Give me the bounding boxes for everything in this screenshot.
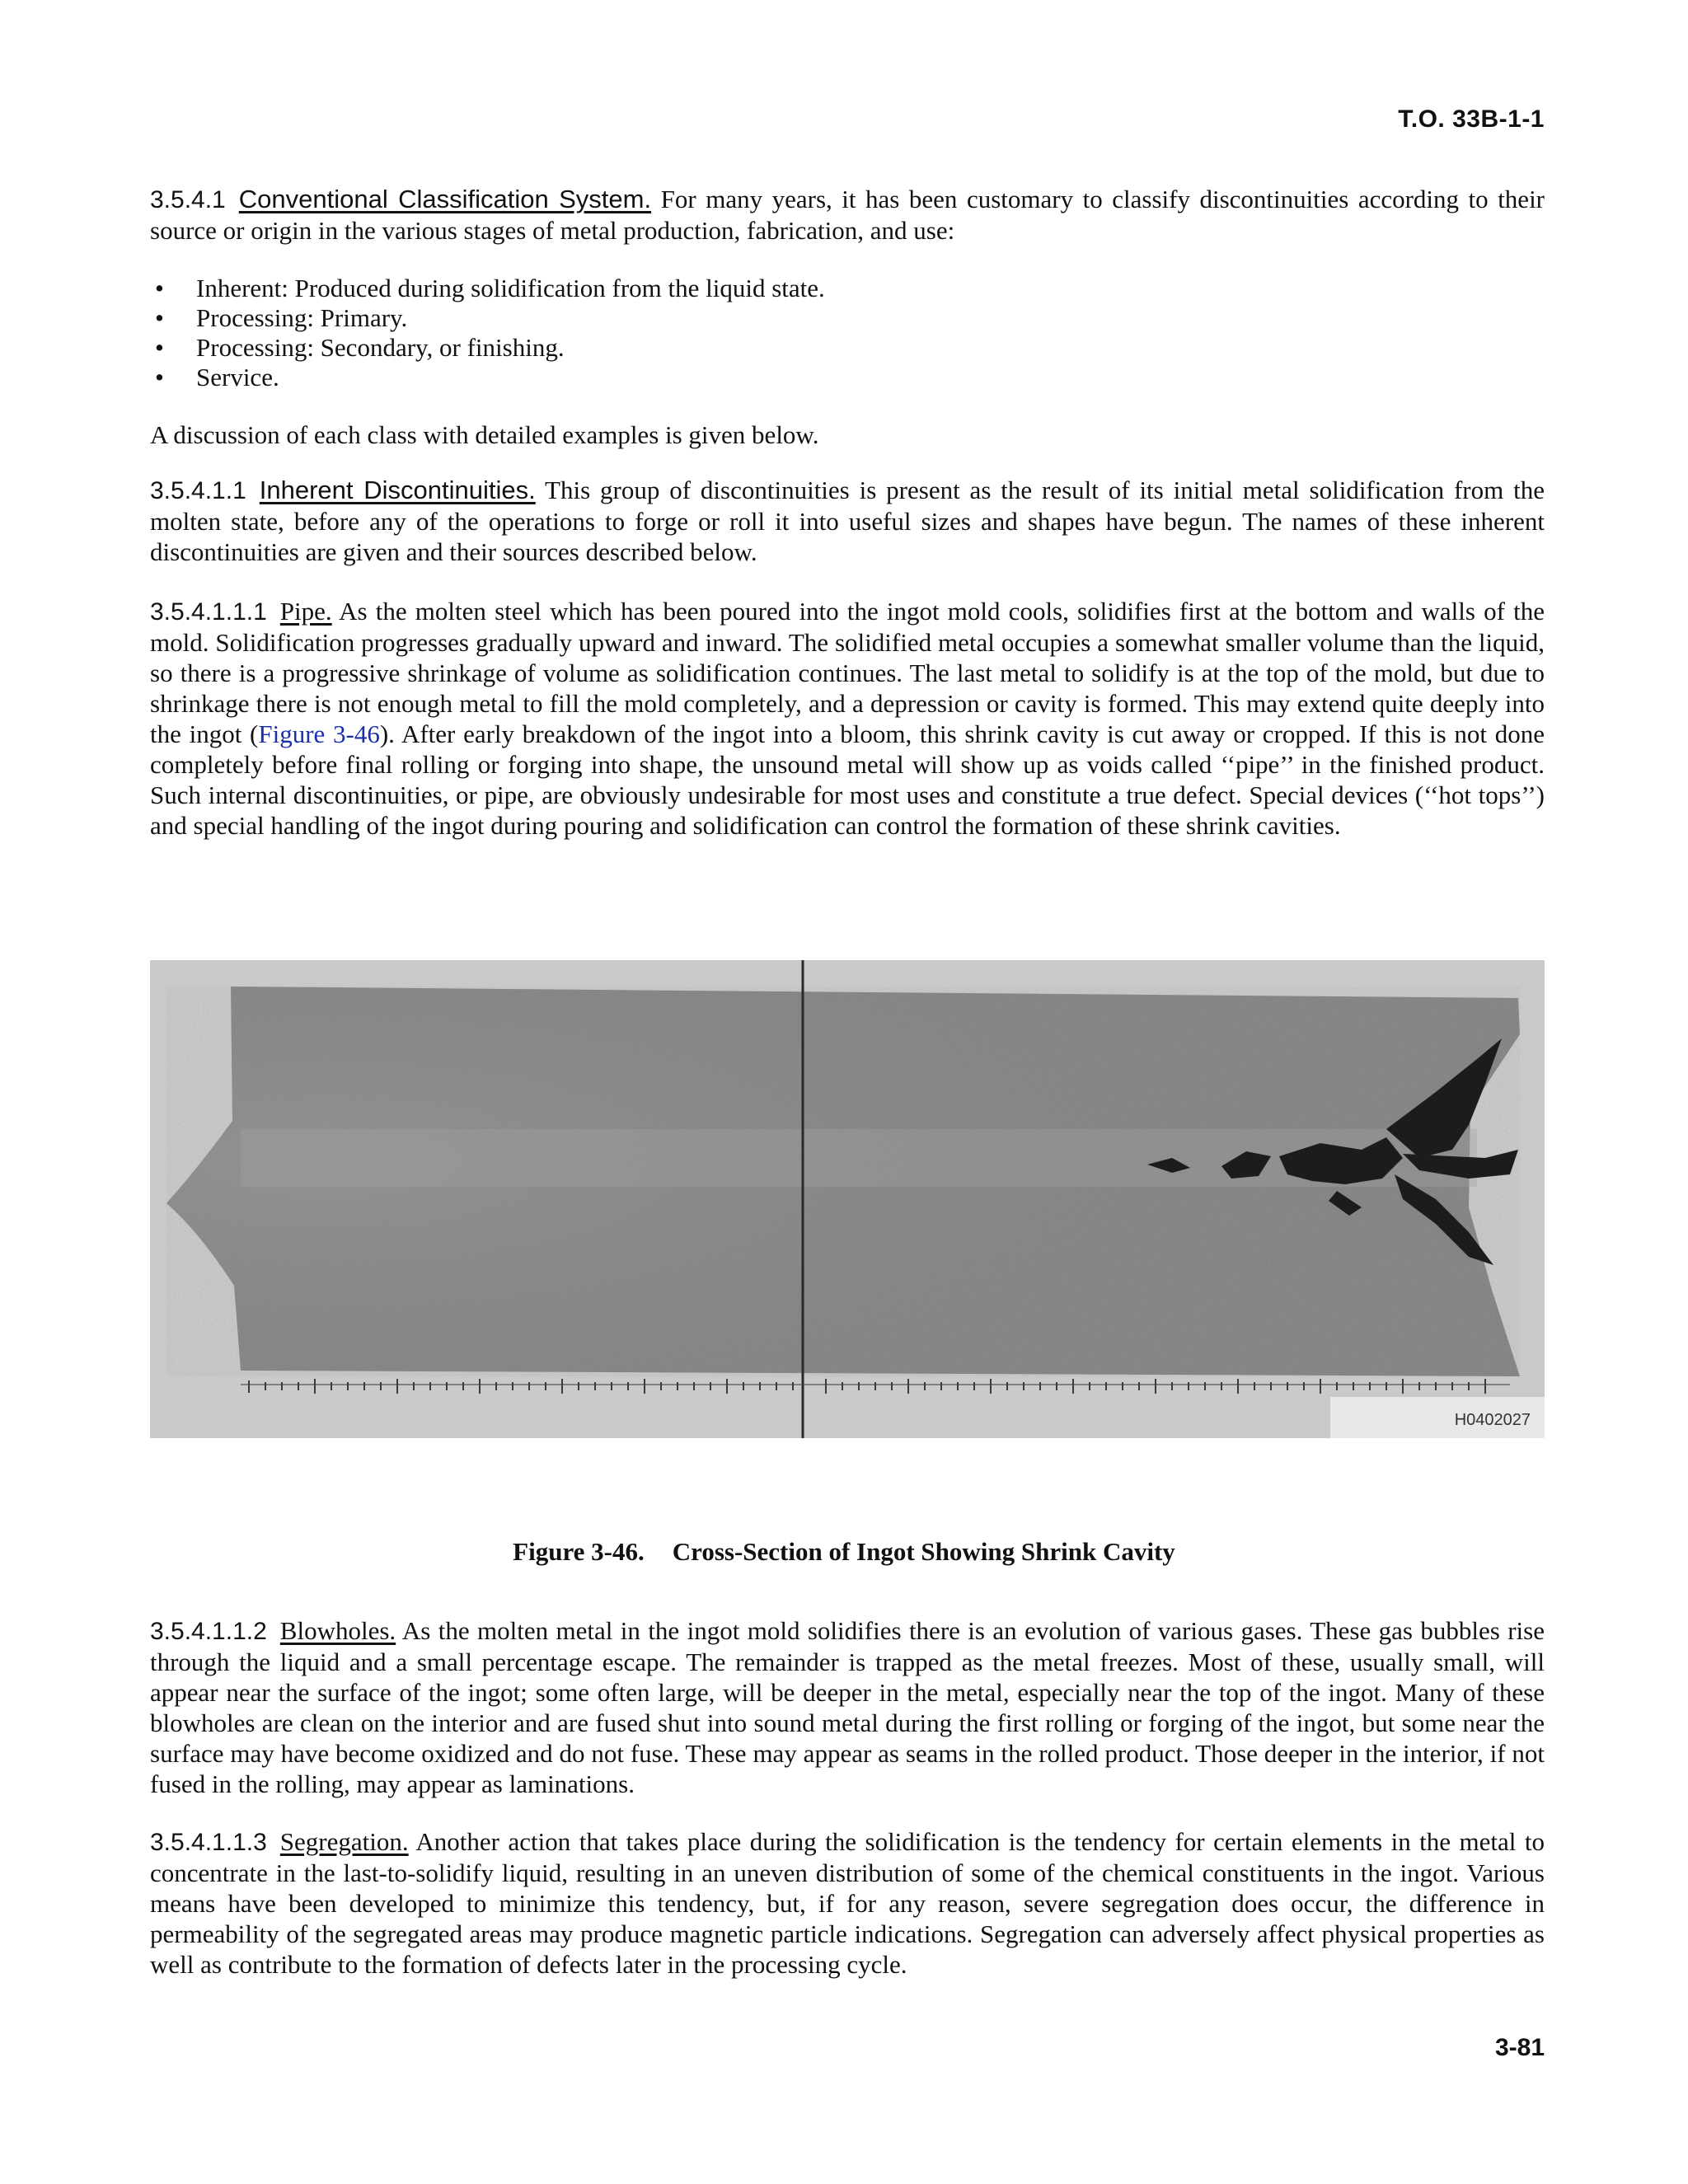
- section-text: This group of discontinuities is present as the result of its initial metal solidification from the molten state, before any of the operations to forge or roll it into useful sizes and shapes have begun. The names of these inherent discontinuities are given and their sources described below.: [150, 476, 1545, 566]
- section-blowholes: [150, 1615, 1545, 1799]
- ingot-cross-section-photo: [150, 960, 1545, 1438]
- section-number: 3.5.4.1: [150, 186, 226, 213]
- section-number: 3.5.4.1.1.1: [150, 598, 267, 626]
- section-title: Pipe.: [279, 597, 332, 626]
- section-number: 3.5.4.1.1.3: [150, 1829, 267, 1856]
- section-text-continued: ). After early breakdown of the ingot into a bloom, this shrink cavity is cut away or cropped. If this is not done completely before final rolling or forging into shape, the unsound metal will show up as voids called ‘‘pipe’’ in the finished product. Such internal discontinuities, or pipe, are obviously undesirable for most uses and constitute a true defect. Special devices (‘‘hot tops’’) and special handling of the ingot during pouring and solidification can control the formation of these shrink cavities.: [150, 719, 1545, 840]
- bullet-glyph: •: [155, 333, 164, 362]
- section-text: Another action that takes place during the solidification is the tendency for certain elements in the metal to concentrate in the last-to-solidify liquid, resulting in an uneven distribution of some of the chemical constituents in the ingot. Various means have been developed to minimize this tendency, but, if for any reason, severe segregation does occur, the difference in permeability of the segregated areas may produce magnetic particle indications. Segregation can adversely affect physical properties as well as contribute to the formation of defects later in the processing cycle.: [150, 1827, 1545, 1979]
- section-title: Conventional Classification System.: [238, 185, 652, 213]
- bullet-glyph: •: [155, 274, 164, 302]
- bullet-glyph: •: [155, 303, 164, 332]
- discussion-paragraph: A discussion of each class with detailed examples is given below.: [150, 420, 819, 449]
- section-title: Inherent Discontinuities.: [259, 476, 536, 504]
- list-item: • Processing: Secondary, or finishing.: [155, 333, 565, 362]
- section-pipe: [150, 596, 1545, 841]
- list-item: • Service.: [155, 363, 279, 391]
- figure-title: Cross-Section of Ingot Showing Shrink Cavity: [672, 1537, 1175, 1566]
- classification-list: [150, 274, 1545, 392]
- list-item: • Processing: Primary.: [155, 303, 408, 332]
- list-item: • Inherent: Produced during solidification from the liquid state.: [155, 274, 825, 302]
- section-number: 3.5.4.1.1.2: [150, 1618, 267, 1645]
- bullet-glyph: •: [155, 363, 164, 391]
- page-number: 3-81: [1494, 2034, 1545, 2061]
- section-title: Segregation.: [279, 1827, 409, 1856]
- figure-3-46-link[interactable]: Figure 3-46: [258, 719, 380, 748]
- image-code: H0402027: [1454, 1411, 1531, 1429]
- section-conventional-classification: [150, 184, 1545, 246]
- figure-caption: [0, 1537, 1688, 1567]
- section-number: 3.5.4.1.1: [150, 477, 246, 504]
- document-id: T.O. 33B-1-1: [1398, 105, 1545, 133]
- section-text: For many years, it has been customary to classify discontinuities according to their source or origin in the various stages of metal production, fabrication, and use:: [150, 185, 1545, 245]
- section-title: Blowholes.: [279, 1616, 396, 1645]
- section-segregation: [150, 1826, 1545, 1980]
- figure-label: Figure 3-46.: [513, 1537, 645, 1566]
- section-inherent-discontinuities: [150, 475, 1545, 567]
- section-text: As the molten steel which has been poured into the ingot mold cools, solidifies first at the bottom and walls of the mold. Solidification progresses gradually upward and inward. The solidified metal occupies a somewhat smaller volume than the liquid, so there is a progressive shrinkage of volume as solidification continues. The last metal to solidify is at the top of the mold, but due to shrinkage there is not enough metal to fill the mold completely, and a depression or cavity is formed. This may extend quite deeply into the ingot (: [150, 597, 1545, 748]
- section-text: As the molten metal in the ingot mold solidifies there is an evolution of various gases. These gas bubbles rise through the liquid and a small percentage escape. The remainder is trapped as the metal freezes. Most of these, usually small, will appear near the surface of the ingot; some often large, will be deeper in the metal, especially near the top of the ingot. Many of these blowholes are clean on the interior and are fused shut into sound metal during the first rolling or forging of the ingot, but some near the surface may have become oxidized and do not fuse. These may appear as seams in the rolled product. Those deeper in the interior, if not fused in the rolling, may appear as laminations.: [150, 1616, 1545, 1798]
